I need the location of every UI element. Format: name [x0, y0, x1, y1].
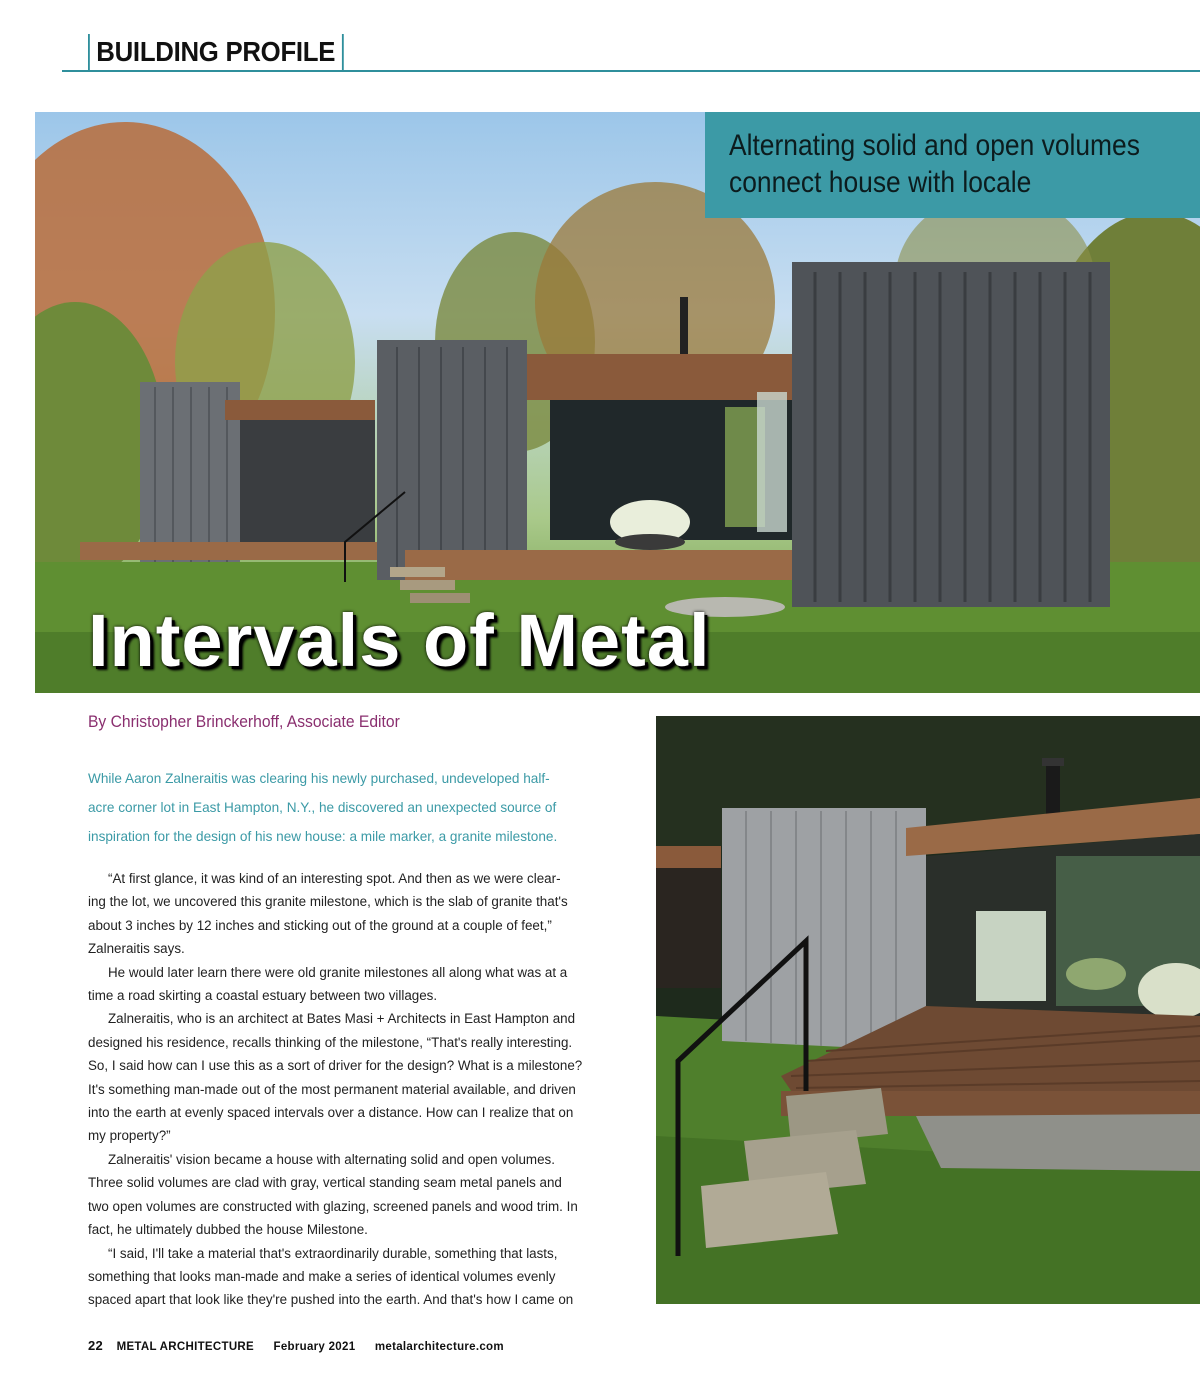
issue-date: February 2021: [273, 1341, 356, 1353]
intro-line: acre corner lot in East Hampton, N.Y., he discovered an unexpected source of: [88, 800, 557, 815]
body-line: He would later learn there were old granite milestones all along what was at a: [108, 964, 568, 980]
body-line: into the earth at evenly spaced intervals over a distance. How can I realize that on: [88, 1105, 574, 1121]
body-line: time a road skirting a coastal estuary between two villages.: [88, 988, 438, 1004]
body-line: spaced apart that look like they're pushed into the earth. And that's how I came on: [88, 1292, 574, 1308]
deck-and-steps-photo: [656, 716, 1200, 1304]
page-number: 22: [88, 1338, 104, 1353]
body-line: “At first glance, it was kind of an interesting spot. And then as we were clear-: [108, 871, 561, 886]
magazine-name: METAL ARCHITECTURE: [116, 1341, 254, 1353]
body-line: So, I said how can I use this as a sort of driver for the design? What is a milestone?: [88, 1058, 583, 1074]
body-line: “I said, I'll take a material that's extraordinarily durable, something that lasts,: [108, 1245, 558, 1261]
body-line: Zalneraitis says.: [88, 941, 185, 957]
article-body: [88, 867, 633, 1312]
section-label: BUILDING PROFILE: [88, 34, 343, 70]
intro-line: While Aaron Zalneraitis was clearing his newly purchased, undeveloped half-: [88, 771, 550, 786]
body-line: ing the lot, we uncovered this granite milestone, which is the slab of granite that's: [88, 894, 568, 910]
body-line: fact, he ultimately dubbed the house Milestone.: [88, 1222, 368, 1238]
body-line: something that looks man-made and make a series of identical volumes evenly: [88, 1268, 556, 1284]
body-line: two open volumes are constructed with glazing, screened panels and wood trim. In: [88, 1198, 578, 1214]
body-line: Three solid volumes are clad with gray, vertical standing seam metal panels and: [88, 1175, 562, 1191]
deck-line-1: Alternating solid and open volumes: [729, 129, 1140, 162]
body-line: about 3 inches by 12 inches and sticking out of the ground at a couple of feet,”: [88, 917, 552, 933]
deck-line-2: connect house with locale: [729, 166, 1032, 199]
body-line: Zalneraitis, who is an architect at Bates Masi + Architects in East Hampton and: [108, 1011, 576, 1027]
headline: Intervals of Metal: [88, 599, 711, 682]
header-rule: [62, 70, 1200, 72]
page-footer: [88, 1338, 520, 1353]
website-link[interactable]: metalarchitecture.com: [374, 1341, 504, 1353]
side-photo: [656, 716, 1200, 1304]
body-line: Zalneraitis' vision became a house with alternating solid and open volumes.: [108, 1151, 555, 1167]
body-line: designed his residence, recalls thinking of the milestone, “That's really interesting.: [88, 1034, 573, 1050]
body-line: my property?”: [88, 1128, 171, 1144]
body-line: It's something man-made out of the most permanent material available, and driven: [88, 1081, 576, 1097]
intro-line: inspiration for the design of his new house: a mile marker, a granite milestone.: [88, 829, 558, 844]
byline: By Christopher Brinckerhoff, Associate Editor: [88, 712, 400, 731]
intro-paragraph: [88, 764, 648, 851]
